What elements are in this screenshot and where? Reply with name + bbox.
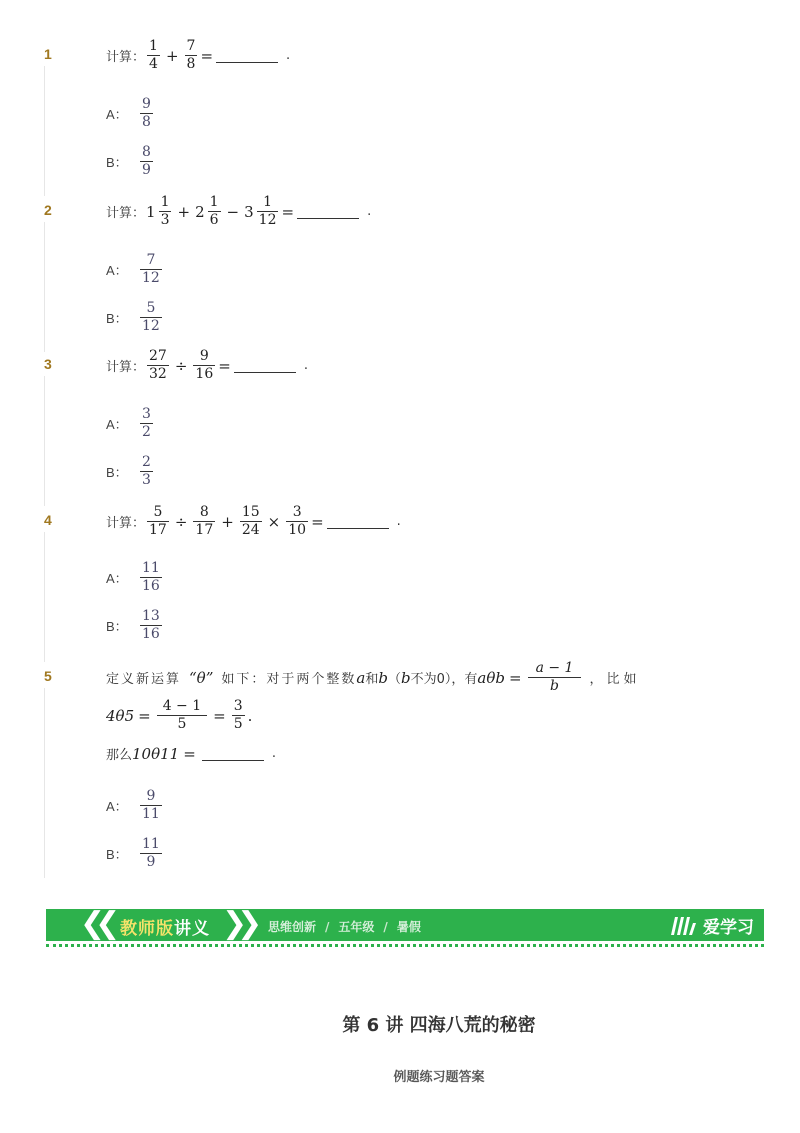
double-chevron-left-icon: ❮❮ bbox=[80, 906, 111, 941]
option-fraction: $\frac{11}{9}$ bbox=[142, 836, 160, 870]
option-fraction: $\frac{7}{12}$ bbox=[142, 252, 160, 286]
operator: + bbox=[177, 202, 191, 221]
brand-logo-icon bbox=[669, 915, 699, 937]
question-stem bbox=[106, 38, 290, 73]
header-banner bbox=[46, 906, 764, 941]
theta-symbol: “θ” bbox=[189, 668, 214, 687]
question-stem-line1 bbox=[106, 660, 640, 695]
question-divider bbox=[44, 376, 45, 506]
option-label: A： bbox=[106, 263, 128, 278]
fraction: $\frac{1}{6}$ bbox=[209, 194, 219, 228]
example-lhs: 4θ5 bbox=[106, 706, 135, 725]
lecture-subtitle: 例题练习题答案 bbox=[393, 1070, 485, 1085]
banner-subtitle: 思维创新 / 五年级 / 暑假 bbox=[268, 920, 421, 934]
operator: − bbox=[226, 202, 240, 221]
question-number: 1 bbox=[44, 46, 52, 62]
option-b[interactable] bbox=[106, 144, 155, 179]
question-divider bbox=[44, 532, 45, 662]
question-label: 计算： bbox=[106, 360, 146, 375]
question-stem-line3 bbox=[106, 744, 276, 763]
question-number: 4 bbox=[44, 512, 52, 528]
definition-text: 定义新运算 bbox=[106, 672, 182, 687]
fraction: $\frac{9}{16}$ bbox=[195, 348, 214, 382]
variable-b: b bbox=[401, 668, 411, 687]
whole-number: 1 bbox=[146, 202, 156, 221]
option-fraction: $\frac{9}{11}$ bbox=[142, 788, 160, 822]
option-label: B： bbox=[106, 619, 128, 634]
example-prefix: ，比如 bbox=[589, 672, 641, 687]
fraction: $\frac{27}{32}$ bbox=[149, 348, 167, 382]
answer-blank bbox=[202, 747, 264, 761]
equals-sign: = bbox=[508, 668, 522, 687]
fraction: $\frac{3}{10}$ bbox=[288, 504, 307, 538]
paren-open: （ bbox=[387, 672, 401, 687]
fraction: $\frac{7}{8}$ bbox=[186, 38, 196, 72]
option-label: B： bbox=[106, 465, 128, 480]
answer-blank bbox=[297, 205, 359, 219]
question-number: 3 bbox=[44, 356, 52, 372]
question-label: 计算： bbox=[106, 516, 146, 531]
whole-number: 2 bbox=[195, 202, 205, 221]
definition-fraction: $\frac{a - 1}{b}$ bbox=[528, 660, 582, 695]
equals-sign: = bbox=[138, 706, 151, 725]
and-text: 和 bbox=[365, 672, 379, 687]
option-fraction: $\frac{8}{9}$ bbox=[142, 144, 151, 178]
variable-a: a bbox=[356, 668, 366, 687]
question-number: 2 bbox=[44, 202, 52, 218]
example-fraction: $\frac{3}{5}$ bbox=[233, 698, 243, 732]
fraction: $\frac{1}{4}$ bbox=[149, 38, 158, 72]
option-b[interactable] bbox=[106, 836, 164, 871]
paren-close: ），有 bbox=[444, 672, 478, 687]
option-a[interactable] bbox=[106, 406, 155, 441]
option-label: B： bbox=[106, 847, 128, 862]
example-fraction: $\frac{4 - 1}{5}$ bbox=[157, 698, 207, 733]
brand-name: 爱学习 bbox=[703, 918, 754, 938]
option-a[interactable] bbox=[106, 560, 164, 595]
question-stem-line2 bbox=[106, 698, 253, 733]
period: . bbox=[286, 48, 291, 63]
question-label: 计算： bbox=[106, 50, 146, 65]
operator: ÷ bbox=[174, 512, 188, 531]
period: . bbox=[303, 358, 308, 373]
banner-title: 教师版讲义 bbox=[120, 919, 210, 939]
option-label: A： bbox=[106, 107, 128, 122]
fraction: $\frac{8}{17}$ bbox=[195, 504, 214, 538]
option-b[interactable] bbox=[106, 300, 164, 335]
question-stem bbox=[106, 194, 371, 229]
answer-blank bbox=[234, 359, 296, 373]
operator: + bbox=[221, 512, 234, 531]
variable-b: b bbox=[378, 668, 388, 687]
operator: ÷ bbox=[174, 356, 188, 375]
period: . bbox=[247, 706, 253, 725]
period: . bbox=[367, 204, 372, 219]
question-divider bbox=[44, 66, 45, 196]
fraction: $\frac{15}{24}$ bbox=[241, 504, 260, 538]
condition-text: 不为0 bbox=[410, 672, 445, 687]
question-stem bbox=[106, 504, 401, 539]
option-label: A： bbox=[106, 571, 128, 586]
option-b[interactable] bbox=[106, 608, 164, 643]
question-stem bbox=[106, 348, 308, 383]
period: . bbox=[271, 746, 276, 761]
period: . bbox=[396, 514, 401, 529]
definition-text: 如下：对于两个整数 bbox=[221, 672, 357, 687]
operator: × bbox=[267, 512, 281, 531]
option-fraction: $\frac{2}{3}$ bbox=[142, 454, 151, 488]
option-fraction: $\frac{5}{12}$ bbox=[142, 300, 160, 334]
option-a[interactable] bbox=[106, 96, 155, 131]
equals-sign: = bbox=[218, 356, 231, 375]
equals-sign: = bbox=[213, 706, 226, 725]
question-label: 计算： bbox=[106, 206, 146, 221]
question-expression: 10θ11 bbox=[132, 744, 180, 763]
question-divider bbox=[44, 222, 45, 352]
dotted-divider bbox=[46, 944, 764, 947]
fraction: $\frac{1}{3}$ bbox=[160, 194, 170, 228]
then-text: 那么 bbox=[106, 748, 133, 763]
lecture-title: 第 6 讲 四海八荒的秘密 bbox=[342, 1015, 536, 1036]
fraction: $\frac{1}{12}$ bbox=[258, 194, 277, 228]
option-label: B： bbox=[106, 155, 128, 170]
definition-lhs: aθb bbox=[477, 668, 505, 687]
equals-sign: = bbox=[281, 202, 295, 221]
option-fraction: $\frac{11}{16}$ bbox=[142, 560, 160, 594]
question-number: 5 bbox=[44, 668, 52, 684]
question-divider bbox=[44, 688, 45, 878]
option-label: B： bbox=[106, 311, 128, 326]
option-fraction: $\frac{13}{16}$ bbox=[142, 608, 160, 642]
fraction: $\frac{5}{17}$ bbox=[149, 504, 167, 538]
operator: + bbox=[165, 46, 179, 65]
equals-sign: = bbox=[200, 46, 214, 65]
option-b[interactable] bbox=[106, 454, 155, 489]
option-label: A： bbox=[106, 799, 128, 814]
whole-number: 3 bbox=[244, 202, 254, 221]
option-a[interactable] bbox=[106, 252, 164, 287]
option-fraction: $\frac{9}{8}$ bbox=[142, 96, 151, 130]
option-fraction: $\frac{3}{2}$ bbox=[142, 406, 151, 440]
answer-blank bbox=[216, 49, 278, 63]
option-a[interactable] bbox=[106, 788, 164, 823]
brand-logo bbox=[669, 913, 754, 938]
answer-blank bbox=[327, 515, 389, 529]
equals-sign: = bbox=[183, 744, 196, 763]
equals-sign: = bbox=[311, 512, 324, 531]
double-chevron-right-icon: ❯❯ bbox=[222, 906, 253, 941]
option-label: A： bbox=[106, 417, 128, 432]
